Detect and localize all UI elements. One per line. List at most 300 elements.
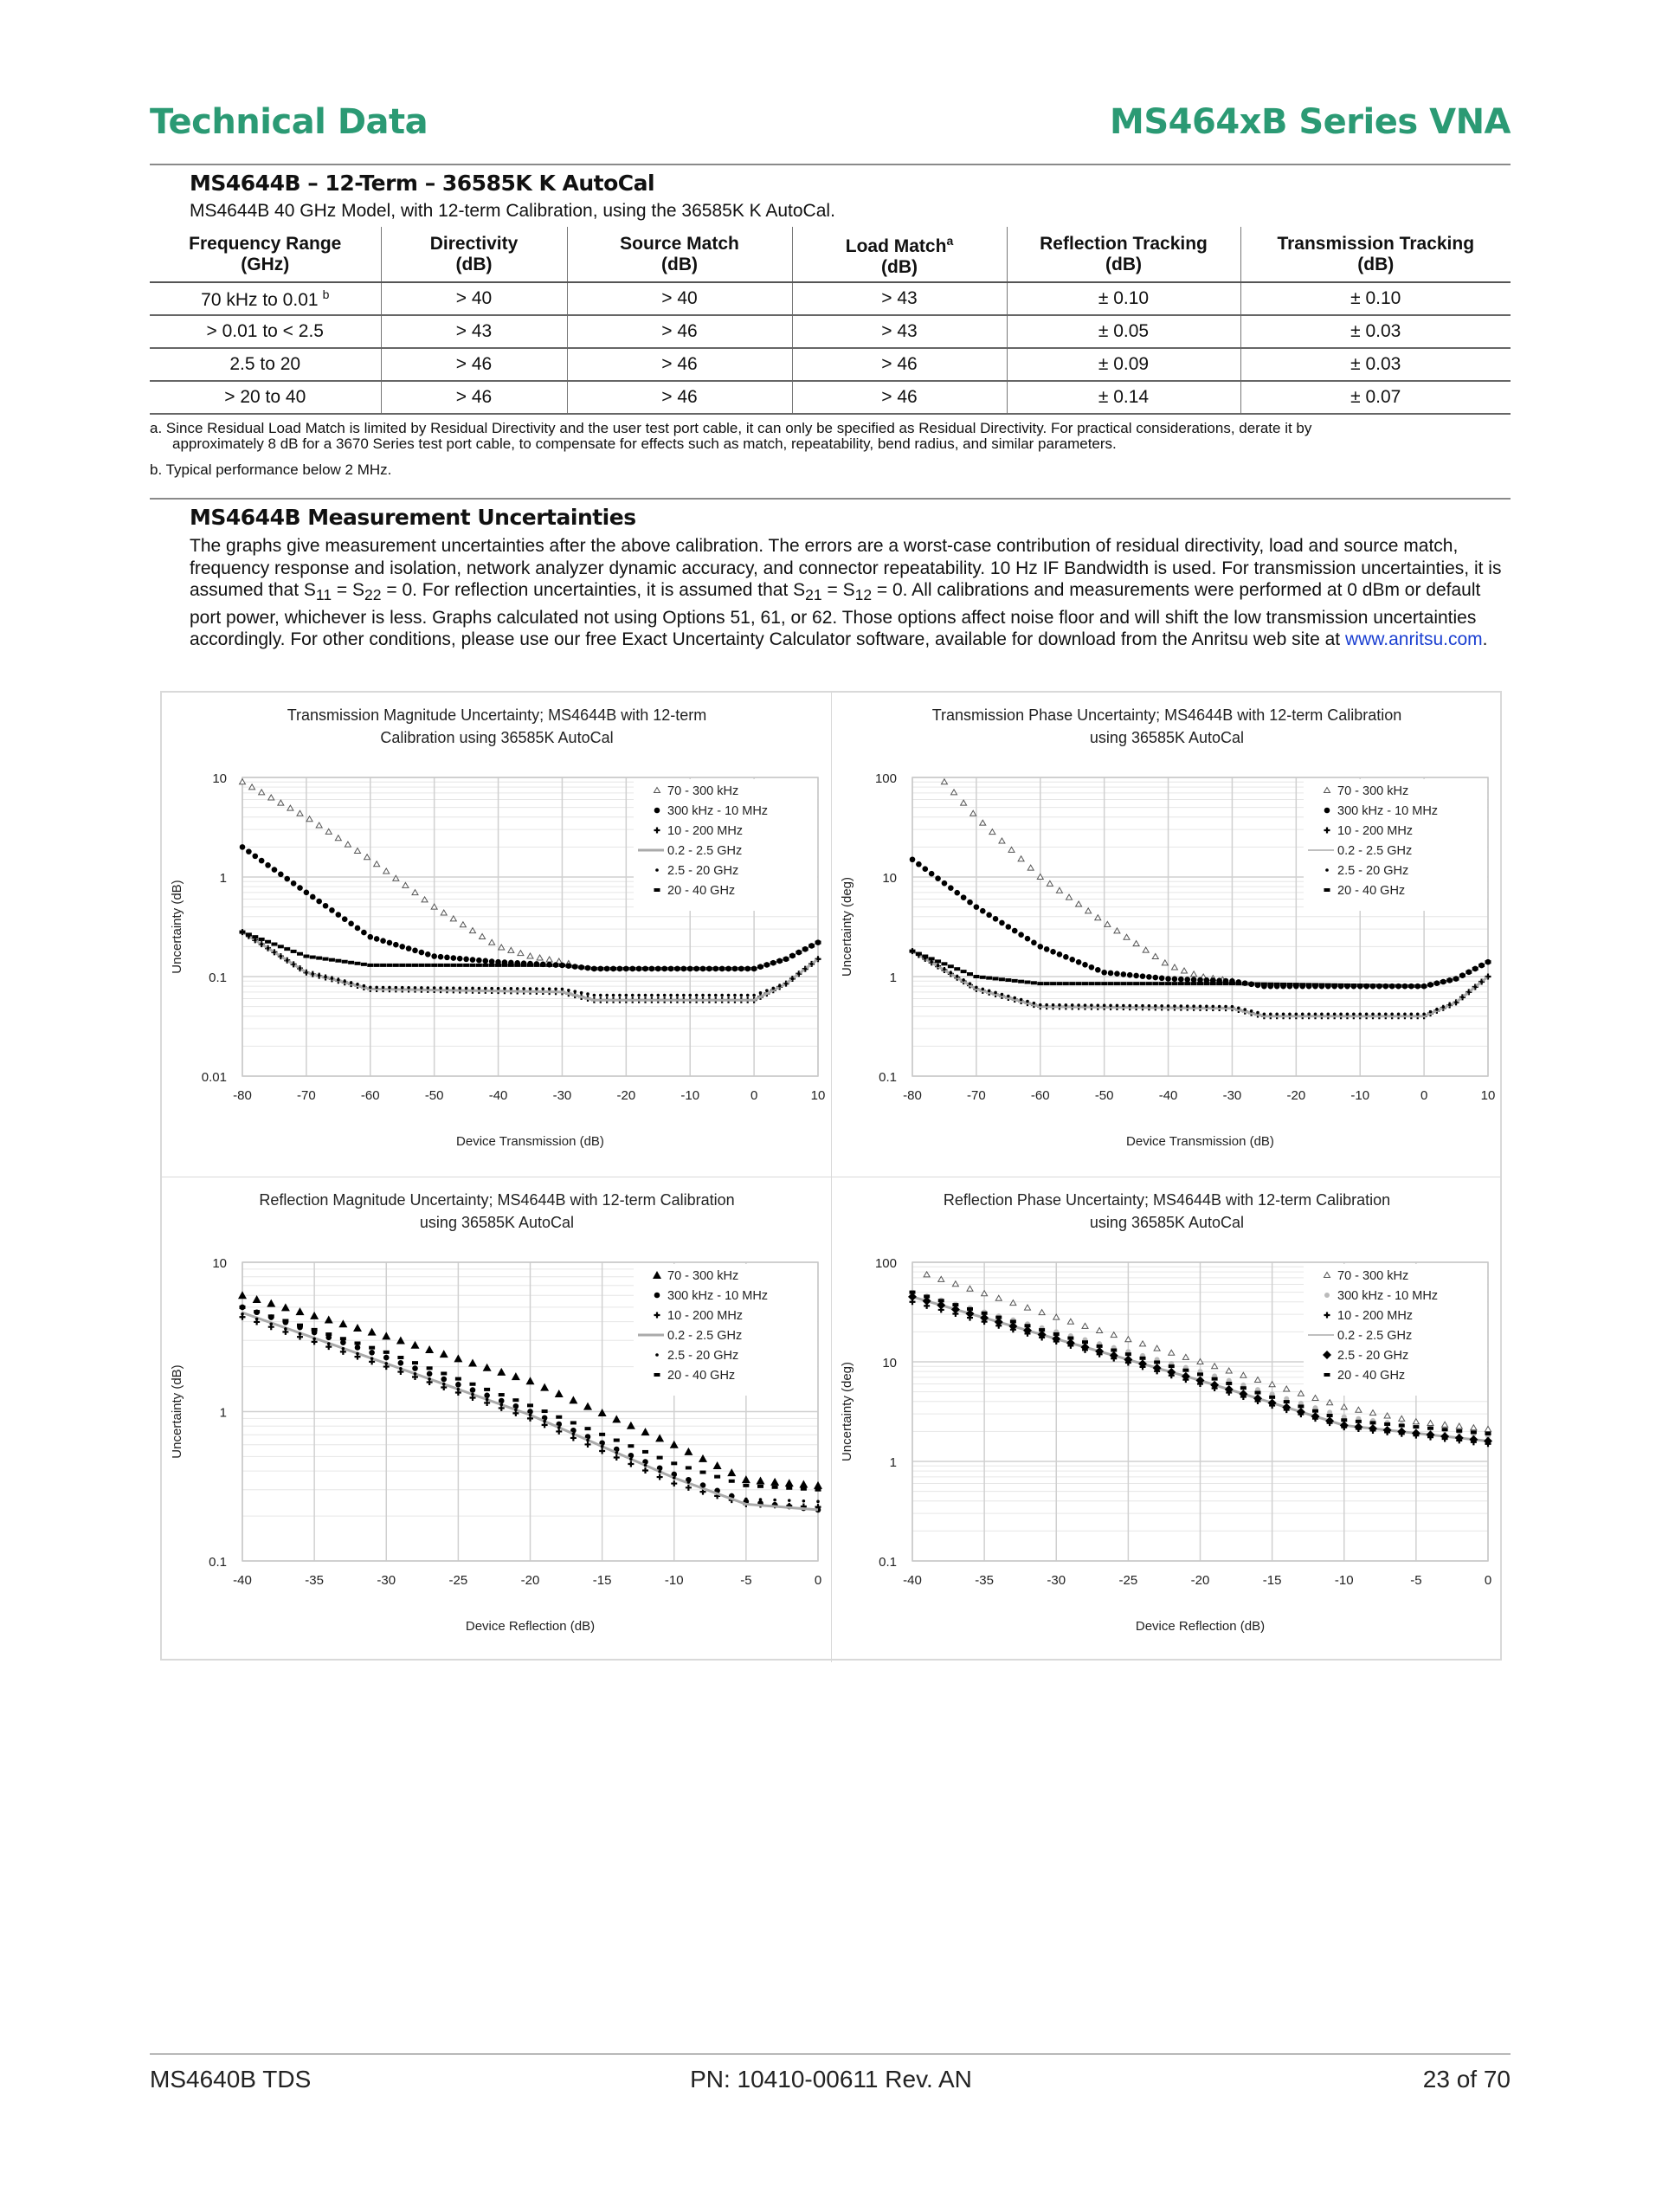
- data-point: [369, 986, 372, 990]
- data-point: [642, 967, 648, 971]
- data-point: [1133, 982, 1139, 985]
- legend-label: 10 - 200 MHz: [1337, 1309, 1414, 1323]
- data-point: [440, 1350, 448, 1358]
- data-point: [994, 991, 997, 995]
- data-point: [1071, 1003, 1074, 1007]
- legend-label: 20 - 40 GHz: [667, 884, 736, 898]
- table-cell: [567, 381, 792, 414]
- data-point: [1216, 982, 1222, 985]
- data-point: [1180, 1004, 1183, 1008]
- data-point: [1352, 1013, 1356, 1016]
- series-5: [910, 950, 1491, 989]
- x-axis-label: Device Reflection (dB): [1135, 1619, 1266, 1634]
- data-point: [708, 994, 712, 997]
- data-point: [765, 989, 769, 992]
- data-point: [810, 963, 814, 966]
- data-point: [1389, 984, 1395, 988]
- data-point: [512, 1372, 520, 1380]
- data-point: [1133, 973, 1139, 979]
- data-point: [1255, 983, 1261, 986]
- data-point: [1018, 856, 1024, 861]
- data-point: [1050, 949, 1056, 955]
- data-point: [1008, 847, 1015, 852]
- data-point: [325, 1316, 333, 1324]
- data-point: [1053, 1332, 1060, 1336]
- data-point: [375, 986, 378, 990]
- data-point: [527, 964, 533, 967]
- data-point: [1229, 982, 1235, 985]
- data-point: [1427, 1427, 1433, 1430]
- header-unit: (dB): [661, 254, 698, 274]
- data-point: [974, 904, 980, 910]
- header-unit: (GHz): [241, 254, 290, 274]
- data-point: [1082, 962, 1088, 968]
- data-point: [1486, 975, 1490, 978]
- data-point: [1152, 982, 1158, 985]
- legend-label: 10 - 200 MHz: [667, 1309, 744, 1323]
- data-point: [425, 964, 431, 967]
- data-point: [1480, 980, 1484, 983]
- x-tick-label: -50: [1094, 1088, 1114, 1103]
- legend-marker-icon: [1324, 808, 1330, 814]
- data-point: [714, 1475, 720, 1479]
- data-point: [1095, 915, 1101, 920]
- data-point: [522, 987, 525, 990]
- data-point: [521, 964, 527, 967]
- data-point: [1140, 1357, 1146, 1360]
- data-point: [801, 1487, 807, 1491]
- data-point: [778, 984, 782, 988]
- data-point: [773, 1499, 776, 1502]
- data-point: [327, 1342, 331, 1345]
- chart-title: using 36585K AutoCal: [1089, 729, 1245, 746]
- data-point: [586, 1439, 589, 1442]
- data-point: [476, 958, 482, 964]
- uncertainties-title: MS4644B Measurement Uncertainties: [190, 505, 636, 530]
- anritsu-link[interactable]: www.anritsu.com: [1344, 629, 1483, 650]
- data-point: [1007, 995, 1010, 998]
- data-point: [631, 994, 635, 997]
- data-point: [1327, 1400, 1333, 1405]
- table-cell: [792, 348, 1007, 381]
- data-point: [682, 994, 686, 997]
- y-tick-label: 10: [212, 771, 227, 786]
- data-point: [1053, 1314, 1060, 1319]
- legend-marker-icon: [655, 1353, 659, 1357]
- data-point: [499, 945, 505, 950]
- table-cell: [381, 282, 567, 315]
- cell-value: > 20 to 40: [224, 387, 306, 407]
- data-point: [1274, 983, 1280, 986]
- data-point: [399, 944, 405, 950]
- data-point: [814, 1481, 822, 1489]
- data-point: [246, 848, 252, 854]
- data-point: [1039, 1310, 1045, 1315]
- x-tick-label: -40: [1158, 1088, 1178, 1103]
- data-point: [254, 1310, 260, 1313]
- data-point: [383, 868, 390, 874]
- data-point: [1159, 982, 1165, 985]
- data-point: [374, 936, 380, 942]
- data-point: [1286, 983, 1292, 986]
- x-tick-label: -15: [592, 1573, 612, 1588]
- data-point: [1261, 983, 1267, 986]
- data-point: [556, 1416, 562, 1419]
- data-point: [671, 1480, 677, 1486]
- data-point: [1237, 1007, 1240, 1010]
- data-point: [967, 900, 973, 906]
- data-point: [1173, 1004, 1176, 1008]
- data-point: [612, 994, 615, 997]
- x-tick-label: 0: [1484, 1573, 1492, 1588]
- data-point: [572, 1432, 576, 1435]
- data-point: [1354, 1422, 1362, 1431]
- legend-marker-icon: [1324, 1373, 1330, 1377]
- data-point: [1082, 1340, 1088, 1344]
- data-point: [1269, 1013, 1272, 1016]
- data-point: [1295, 1013, 1298, 1016]
- data-point: [527, 953, 533, 958]
- header-label: Transmission Tracking: [1277, 233, 1475, 254]
- data-point: [465, 987, 468, 990]
- x-tick-label: -70: [967, 1088, 986, 1103]
- data-point: [929, 957, 935, 960]
- data-point: [1211, 1005, 1214, 1009]
- data-point: [954, 967, 960, 971]
- data-point: [618, 994, 622, 997]
- data-point: [278, 872, 284, 878]
- y-tick-label: 0.1: [209, 1555, 227, 1570]
- data-point: [1027, 865, 1034, 870]
- data-point: [1031, 940, 1037, 946]
- data-point: [980, 976, 986, 979]
- data-point: [297, 810, 303, 816]
- table-cell: [1240, 282, 1511, 315]
- data-point: [962, 978, 965, 982]
- data-point: [1440, 980, 1446, 983]
- series-5: [240, 931, 821, 971]
- data-point: [305, 971, 308, 974]
- legend-marker-icon: [1324, 888, 1330, 892]
- data-point: [355, 1345, 361, 1351]
- data-point: [1044, 982, 1050, 985]
- data-point: [395, 986, 398, 990]
- legend-label: 70 - 300 kHz: [667, 784, 739, 798]
- data-point: [644, 994, 647, 997]
- data-point: [1416, 1013, 1420, 1016]
- data-point: [776, 959, 783, 963]
- data-point: [1307, 1013, 1311, 1016]
- legend-label: 70 - 300 kHz: [667, 1269, 739, 1283]
- data-point: [1077, 1003, 1080, 1007]
- data-point: [1427, 983, 1433, 986]
- data-point: [982, 1291, 988, 1296]
- data-point: [342, 1347, 345, 1351]
- data-point: [1248, 982, 1254, 985]
- table-cell: [150, 381, 381, 414]
- data-point: [1410, 1013, 1414, 1016]
- data-point: [930, 960, 933, 964]
- data-point: [554, 988, 557, 991]
- data-point: [1135, 1004, 1138, 1008]
- chart-svg: [832, 693, 1502, 1177]
- data-point: [746, 994, 750, 997]
- data-point: [240, 844, 246, 850]
- data-point: [1125, 1352, 1131, 1356]
- x-tick-label: -25: [448, 1573, 468, 1588]
- column-header: [150, 227, 381, 282]
- data-point: [1186, 1004, 1189, 1008]
- data-point: [668, 967, 674, 971]
- x-tick-label: -20: [616, 1088, 636, 1103]
- footer-page: 23 of 70: [1422, 2066, 1511, 2093]
- data-point: [663, 994, 667, 997]
- data-point: [444, 964, 450, 967]
- data-point: [1191, 982, 1197, 985]
- data-point: [268, 1314, 274, 1318]
- data-point: [514, 1409, 518, 1412]
- data-point: [740, 994, 744, 997]
- data-point: [468, 1359, 477, 1367]
- data-point: [686, 1466, 692, 1469]
- data-point: [503, 987, 506, 990]
- data-point: [540, 964, 546, 967]
- x-tick-label: 0: [750, 1088, 758, 1103]
- data-point: [329, 958, 335, 962]
- cell-value: ± 0.10: [1350, 288, 1401, 308]
- y-tick-label: 0.1: [879, 1070, 897, 1085]
- column-header: [792, 227, 1007, 282]
- data-point: [1184, 977, 1190, 983]
- data-point: [419, 950, 425, 956]
- data-point: [981, 988, 984, 991]
- data-point: [744, 967, 750, 971]
- data-point: [598, 1409, 607, 1416]
- data-point: [757, 1485, 763, 1488]
- data-point: [529, 987, 532, 990]
- data-point: [727, 1468, 736, 1476]
- data-point: [1076, 982, 1082, 985]
- data-point: [284, 876, 290, 882]
- data-point: [1045, 1003, 1048, 1007]
- data-point: [337, 978, 340, 982]
- data-point: [393, 964, 399, 967]
- data-point: [1031, 981, 1037, 984]
- legend-label: 0.2 - 2.5 GHz: [667, 844, 743, 858]
- data-point: [512, 1398, 519, 1402]
- data-point: [1370, 1410, 1376, 1416]
- data-point: [412, 1361, 418, 1364]
- footer-pn: PN: 10410-00611 Rev. AN: [690, 2066, 972, 2093]
- data-point: [580, 991, 583, 995]
- data-point: [1143, 947, 1149, 952]
- data-point: [414, 986, 417, 990]
- y-tick-label: 100: [874, 771, 897, 786]
- data-point: [995, 1295, 1002, 1300]
- data-point: [555, 1390, 564, 1397]
- data-point: [1026, 1000, 1029, 1003]
- data-point: [1314, 1013, 1317, 1016]
- data-point: [478, 987, 481, 990]
- data-point: [573, 990, 577, 993]
- data-point: [1427, 1420, 1433, 1425]
- data-point: [629, 1457, 633, 1461]
- x-tick-label: -10: [664, 1573, 684, 1588]
- data-point: [605, 994, 609, 997]
- data-point: [299, 1332, 302, 1336]
- data-point: [1231, 1005, 1234, 1009]
- legend-label: 2.5 - 20 GHz: [1337, 864, 1409, 878]
- y-tick-label: 0.1: [209, 971, 227, 985]
- data-point: [1178, 982, 1184, 985]
- data-point: [292, 963, 295, 966]
- data-point: [1326, 1013, 1330, 1016]
- data-point: [1212, 1377, 1218, 1381]
- data-point: [1116, 1004, 1119, 1008]
- y-axis-label: Uncertainty (deg): [840, 1361, 854, 1462]
- x-tick-label: 0: [1420, 1088, 1428, 1103]
- data-point: [482, 958, 488, 964]
- table-row: [150, 315, 1511, 348]
- data-point: [312, 1338, 316, 1341]
- data-point: [625, 994, 628, 997]
- data-point: [355, 1341, 361, 1345]
- data-point: [1127, 972, 1133, 978]
- data-point: [1165, 976, 1171, 982]
- data-point: [265, 862, 271, 868]
- data-point: [629, 967, 635, 971]
- data-point: [1413, 1419, 1419, 1424]
- data-point: [406, 964, 412, 967]
- data-point: [714, 994, 718, 997]
- cell-value: > 43: [881, 321, 918, 341]
- data-point: [382, 1332, 390, 1339]
- data-point: [529, 1414, 532, 1417]
- data-point: [693, 967, 699, 971]
- data-point: [427, 1371, 433, 1377]
- data-point: [1025, 1324, 1031, 1327]
- y-axis-label: Uncertainty (deg): [840, 876, 854, 977]
- data-point: [1203, 982, 1209, 985]
- data-point: [355, 848, 361, 853]
- data-point: [1382, 984, 1388, 988]
- table-cell: [1240, 381, 1511, 414]
- table-cell: [1007, 282, 1240, 315]
- x-tick-label: -20: [1190, 1573, 1210, 1588]
- data-point: [1299, 983, 1305, 986]
- data-point: [788, 1499, 791, 1502]
- data-point: [387, 940, 393, 946]
- data-point: [1255, 1377, 1261, 1382]
- data-point: [1370, 1421, 1376, 1424]
- data-point: [1122, 1004, 1125, 1008]
- data-point: [364, 854, 370, 860]
- product-title: MS464xB Series VNA: [1110, 102, 1511, 142]
- data-point: [770, 1478, 779, 1486]
- data-point: [961, 800, 967, 805]
- data-point: [399, 964, 405, 967]
- footnote-marker: b: [322, 287, 330, 301]
- data-point: [1365, 1013, 1369, 1016]
- data-point: [1162, 960, 1168, 965]
- data-point: [1333, 1013, 1337, 1016]
- para-text: .: [1482, 629, 1488, 650]
- data-point: [650, 994, 654, 997]
- data-point: [1255, 1391, 1261, 1395]
- legend-label: 20 - 40 GHz: [1337, 884, 1406, 898]
- data-point: [470, 1383, 476, 1386]
- data-point: [1346, 1013, 1350, 1016]
- data-point: [1169, 1350, 1175, 1355]
- data-point: [999, 838, 1005, 843]
- data-point: [252, 935, 258, 938]
- data-point: [297, 952, 303, 956]
- data-point: [1127, 982, 1133, 985]
- x-tick-label: -20: [520, 1573, 540, 1588]
- data-point: [986, 977, 992, 980]
- data-point: [535, 987, 538, 990]
- data-point: [361, 930, 367, 936]
- data-point: [1399, 1424, 1405, 1428]
- data-point: [938, 1276, 944, 1281]
- chart-title: using 36585K AutoCal: [1089, 1214, 1245, 1231]
- data-point: [1056, 982, 1062, 985]
- data-point: [1012, 979, 1018, 983]
- data-point: [712, 967, 718, 971]
- chart-transmission-phase: [832, 693, 1502, 1177]
- data-point: [1076, 901, 1082, 906]
- data-point: [438, 954, 444, 960]
- data-point: [1403, 1013, 1407, 1016]
- data-point: [815, 941, 821, 945]
- data-point: [706, 967, 712, 971]
- header-label: Load Match: [845, 236, 947, 256]
- header-label: Source Match: [620, 233, 739, 254]
- data-point: [1108, 982, 1114, 985]
- data-point: [916, 861, 922, 867]
- data-point: [418, 964, 424, 967]
- data-point: [356, 1352, 359, 1356]
- data-point: [1101, 982, 1107, 985]
- data-point: [816, 958, 820, 961]
- data-point: [1125, 1337, 1131, 1342]
- footnote-b: b. Typical performance below 2 MHz.: [150, 461, 392, 478]
- data-point: [1243, 1008, 1246, 1011]
- data-point: [399, 1367, 403, 1370]
- x-tick-label: -40: [903, 1573, 922, 1588]
- data-point: [451, 955, 457, 961]
- data-point: [246, 932, 252, 936]
- data-point: [428, 1377, 431, 1381]
- data-point: [470, 957, 476, 963]
- data-point: [999, 920, 1005, 926]
- data-point: [791, 977, 795, 981]
- data-point: [1298, 1404, 1304, 1408]
- series-0: [941, 779, 1235, 983]
- data-point: [1039, 1328, 1045, 1332]
- data-point: [1103, 1004, 1106, 1008]
- data-point: [727, 994, 731, 997]
- data-point: [1312, 1395, 1318, 1400]
- x-tick-label: 10: [810, 1088, 826, 1103]
- data-point: [559, 964, 565, 967]
- x-tick-label: -5: [1410, 1573, 1422, 1588]
- data-point: [412, 948, 418, 954]
- data-point: [1325, 1416, 1334, 1425]
- data-point: [457, 956, 463, 962]
- data-point: [553, 964, 559, 967]
- chart-title: Transmission Magnitude Uncertainty; MS4644B with 12-term: [287, 706, 707, 724]
